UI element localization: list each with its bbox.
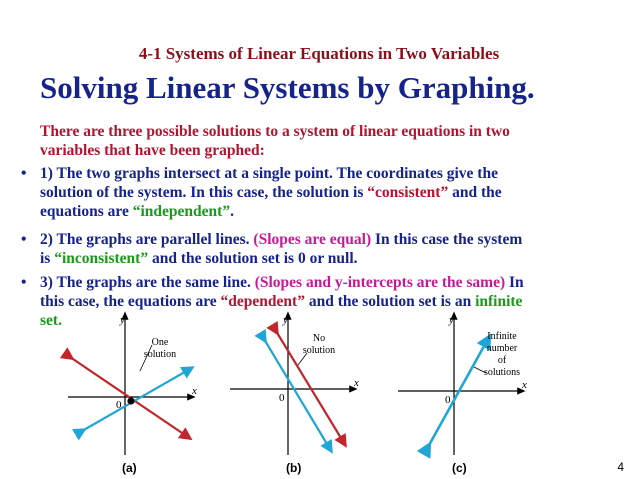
text-span: and the solution set is an [304,293,476,310]
text-span: 3) The graphs are the same line. [40,274,255,291]
bullet-line: set. [40,312,62,329]
figure-c-label-line1: Infinite [487,331,517,342]
intro-line: There are three possible solutions to a system of linear equations in two [40,123,510,140]
page-number: 4 [617,460,624,474]
intro-line: variables that have been graphed: [40,142,265,159]
figure-a-label-line2: solution [143,349,177,360]
figure-c-coincident [390,305,540,477]
term-inconsistent: “inconsistent” [54,250,149,267]
figure-c-label-line3: of [497,355,507,366]
x-axis-label: x [522,379,527,391]
subtitle: 4-1 Systems of Linear Equations in Two Variables [138,44,500,63]
origin-label: 0 [279,392,285,404]
bullet-icon: • [21,274,27,291]
text-span: and the solution set is 0 or null. [148,250,358,267]
figure-a-caption: (a) [122,461,137,475]
bullet-line [40,202,502,221]
text-span: 2) The graphs are parallel lines. [40,231,254,248]
bullet-line [40,273,524,292]
figure-b-parallel [222,305,372,477]
y-axis-label: y [449,314,454,326]
text-span: is [40,250,55,267]
bullet-icon: • [21,231,27,248]
x-axis-label: x [354,377,359,389]
blue-line [82,369,190,431]
origin-label: 0 [445,394,451,406]
figure-c-label-line2: number [486,343,518,354]
figure-c-caption: (c) [452,461,467,475]
coincident-line [428,339,488,447]
y-axis-label: y [283,314,288,326]
term-consistent: “consistent” [367,184,449,201]
term-independent: “independent” [132,203,231,220]
figure-b-label-line1: No [312,333,326,344]
note-slopes-equal: (Slopes are equal) [253,231,372,248]
figure-a-label-line1: One [151,337,169,348]
y-axis-label: y [120,314,125,326]
term-dependent: “dependent” [220,293,305,310]
origin-label: 0 [116,399,122,411]
figure-b-caption: (b) [286,461,302,475]
bullet-consistent [21,164,502,221]
text-span: equations are [40,203,133,220]
figure-c-label-line4: solutions [483,367,521,378]
text-span: In [505,274,524,291]
note-same-slopes: (Slopes and y-intercepts are the same) [254,274,506,291]
intro-text [40,122,510,160]
text-span: and the [448,184,502,201]
term-infinite: infinite [475,293,523,310]
bullet-line [40,183,502,202]
text-span: In this case the system [371,231,523,248]
x-axis-label: x [192,385,197,397]
bullet-line [40,230,522,249]
text-span: solution of the system. In this case, the solution is [40,184,368,201]
page-title: Solving Linear Systems by Graphing. [40,70,535,105]
text-span: this case, the equations are [40,293,221,310]
bullet-line: 1) The two graphs intersect at a single point. The coordinates give the [40,165,498,182]
intersection-point [127,397,134,404]
figure-b-label-line2: solution [302,345,336,356]
bullet-inconsistent [21,230,523,268]
bullet-line [40,249,522,268]
figure-a-intersecting [60,305,210,477]
bullet-icon: • [21,165,27,182]
text-span: . [230,203,234,220]
